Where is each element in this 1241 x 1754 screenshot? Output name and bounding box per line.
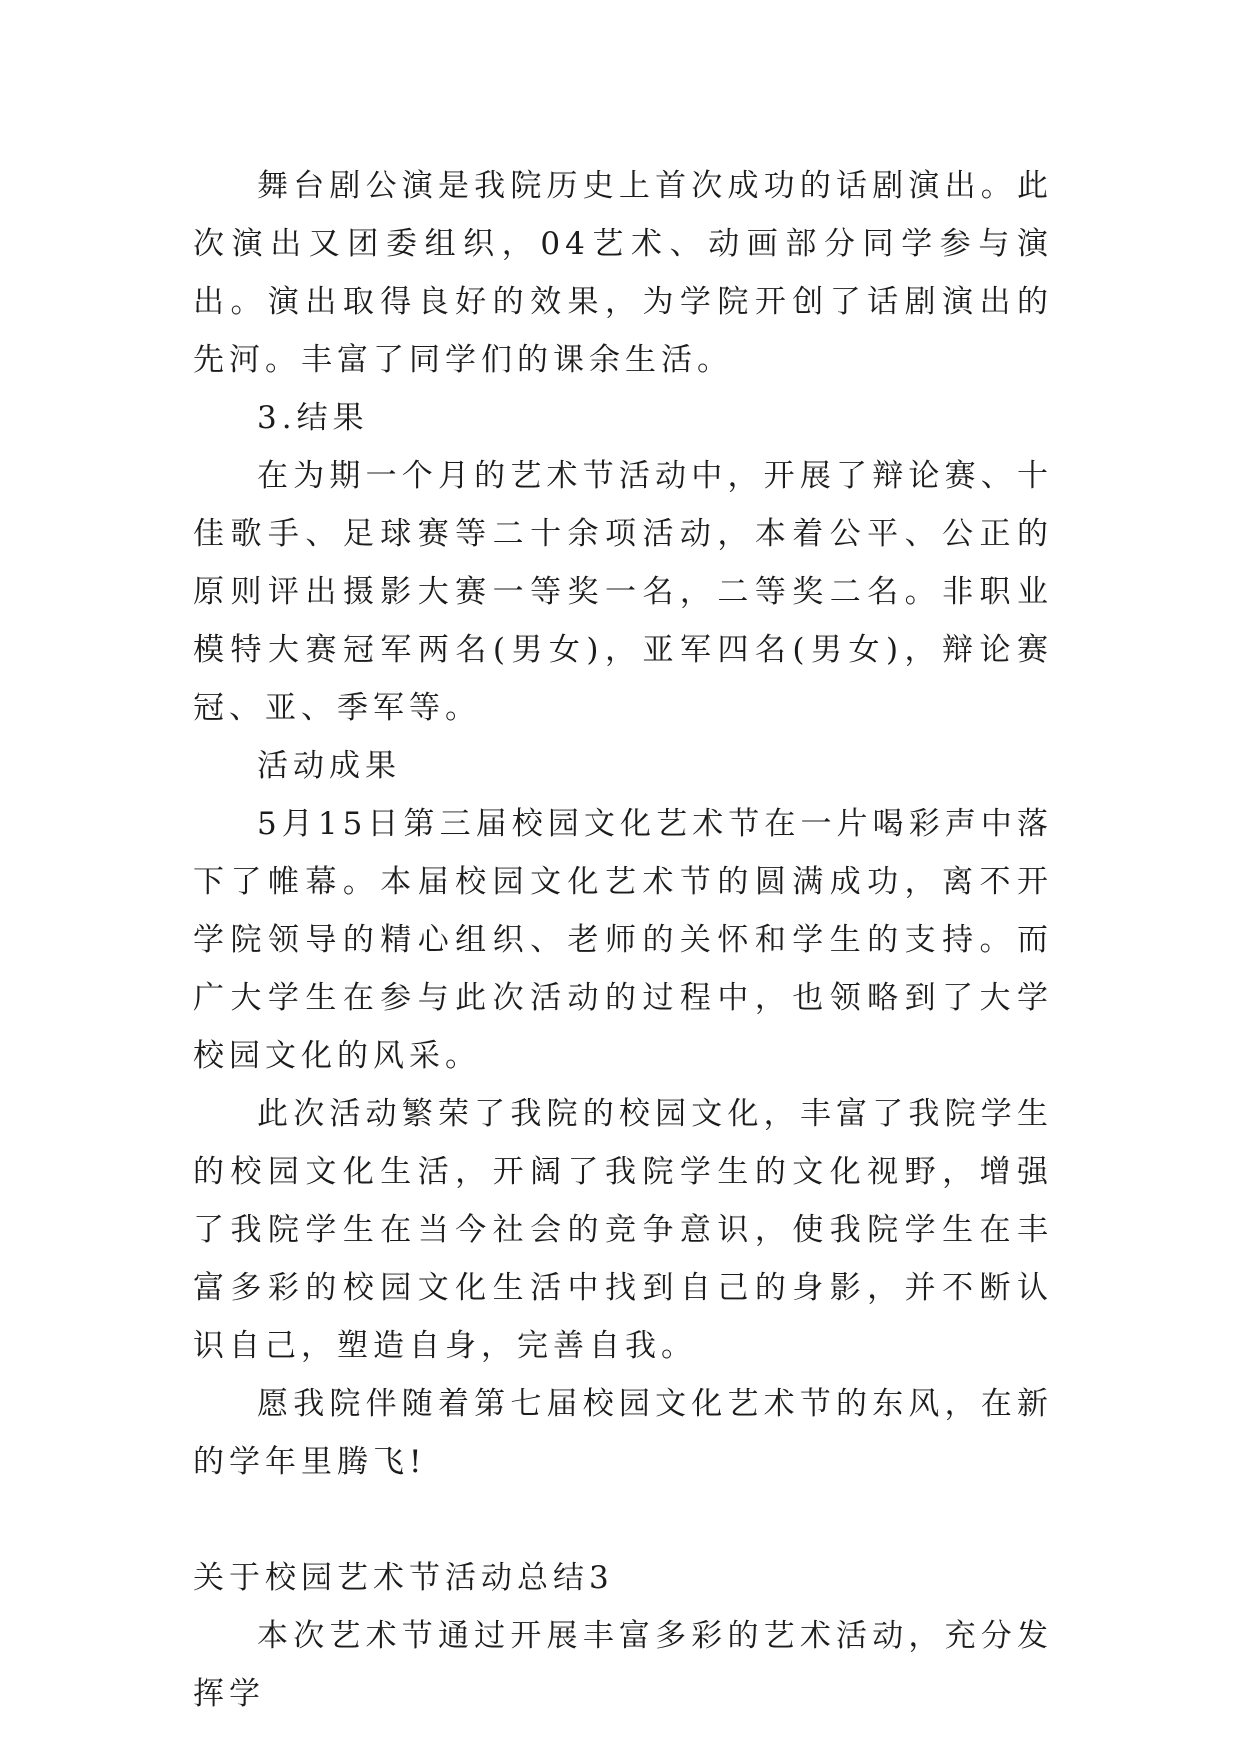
section-title: 关于校园艺术节活动总结3 [193, 1560, 614, 1596]
paragraph-closing-ceremony: 5月15日第三届校园文化艺术节在一片喝彩声中落下了帷幕。本届校园文化艺术节的圆满成功，离不开学院领导的精心组织、老师的关怀和学生的支持。而广大学生在参与此次活动的过程中，也领略到了大学校园文化的风采。 [193, 806, 1053, 1074]
document-body [193, 157, 1053, 1723]
paragraph-significance: 此次活动繁荣了我院的校园文化，丰富了我院学生的校园文化生活，开阔了我院学生的文化视野，增强了我院学生在当今社会的竞争意识，使我院学生在丰富多彩的校园文化生活中找到自己的身影，并不断认识自己，塑造自身，完善自我。 [193, 1096, 1053, 1364]
paragraph-next-section: 本次艺术节通过开展丰富多彩的艺术活动，充分发挥学 [193, 1618, 1053, 1712]
paragraph-results: 在为期一个月的艺术节活动中，开展了辩论赛、十佳歌手、足球赛等二十余项活动，本着公平、公正的原则评出摄影大赛一等奖一名，二等奖二名。非职业模特大赛冠军两名(男女)，亚军四名(男女)，辩论赛冠、亚、季军等。 [193, 458, 1053, 726]
paragraph-wish: 愿我院伴随着第七届校园文化艺术节的东风，在新的学年里腾飞! [193, 1386, 1053, 1480]
heading-results: 3.结果 [257, 400, 369, 436]
paragraph-stage-play: 舞台剧公演是我院历史上首次成功的话剧演出。此次演出又团委组织，04艺术、动画部分同学参与演出。演出取得良好的效果，为学院开创了话剧演出的先河。丰富了同学们的课余生活。 [193, 168, 1053, 378]
heading-achievements: 活动成果 [257, 748, 401, 784]
